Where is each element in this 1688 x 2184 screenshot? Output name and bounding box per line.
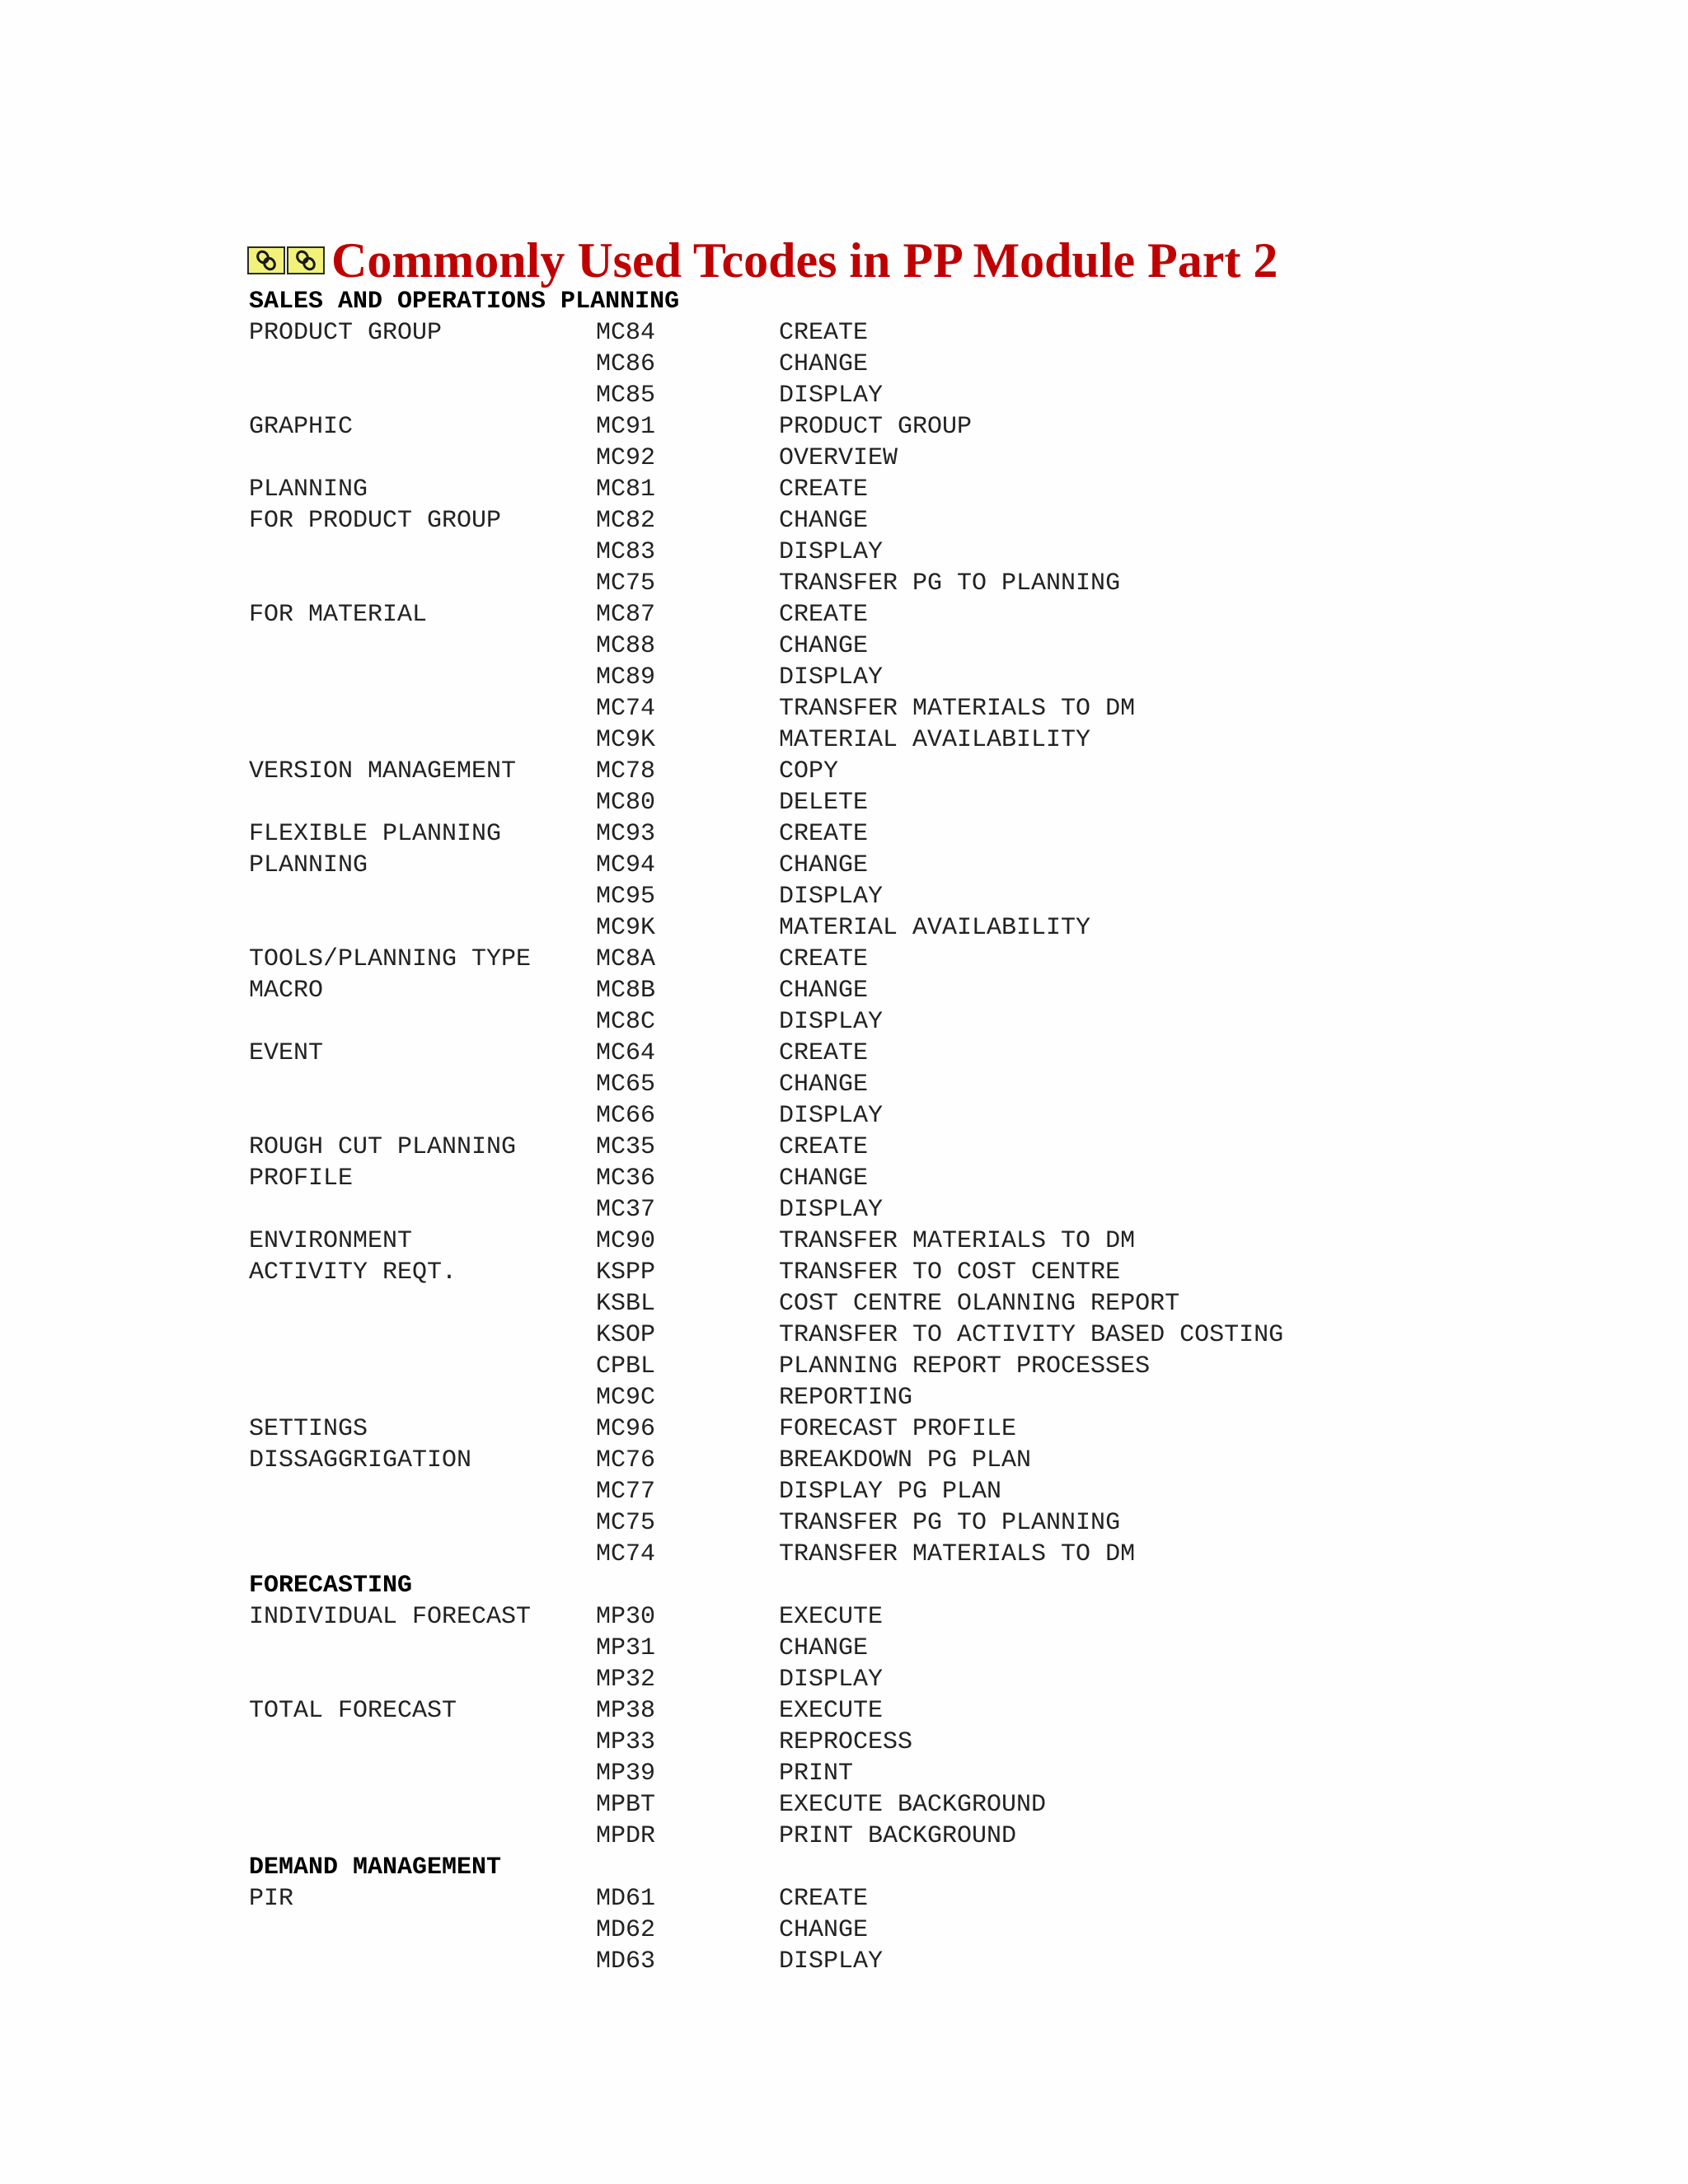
- action-cell: EXECUTE: [779, 1603, 884, 1631]
- action-cell: CREATE: [779, 1039, 869, 1067]
- action-cell: PLANNING REPORT PROCESSES: [779, 1352, 1151, 1380]
- tcode-cell: MC75: [596, 1509, 656, 1537]
- tcode-cell: MC75: [596, 569, 656, 598]
- action-cell: CHANGE: [779, 1634, 869, 1662]
- tcode-cell: MC9K: [596, 726, 656, 754]
- action-cell: MATERIAL AVAILABILITY: [779, 726, 1091, 754]
- action-cell: CREATE: [779, 945, 869, 973]
- action-cell: DISPLAY PG PLAN: [779, 1478, 1002, 1506]
- area-cell: TOTAL FORECAST: [249, 1697, 457, 1725]
- action-cell: TRANSFER TO ACTIVITY BASED COSTING: [779, 1321, 1284, 1349]
- action-cell: CHANGE: [779, 1071, 869, 1099]
- tcode-cell: MP32: [596, 1666, 656, 1694]
- action-cell: PRODUCT GROUP: [779, 413, 973, 441]
- tcode-cell: MC8B: [596, 977, 656, 1005]
- section-heading-text: FORECASTING: [249, 1572, 413, 1600]
- tcode-cell: MC77: [596, 1478, 656, 1506]
- action-cell: DISPLAY: [779, 1947, 884, 1975]
- tcode-cell: MC96: [596, 1415, 656, 1443]
- action-cell: OVERVIEW: [779, 444, 898, 472]
- chain-link-icon: [287, 246, 325, 274]
- area-cell: VERSION MANAGEMENT: [249, 757, 517, 785]
- area-cell: DISSAGGRIGATION: [249, 1446, 472, 1474]
- title-row: [247, 231, 1278, 290]
- page-title: Commonly Used Tcodes in PP Module Part 2: [331, 232, 1278, 288]
- tcode-cell: MC35: [596, 1133, 656, 1161]
- tcode-cell: MC93: [596, 820, 656, 848]
- tcode-cell: MPDR: [596, 1822, 656, 1850]
- tcode-cell: MC88: [596, 632, 656, 660]
- area-cell: FOR MATERIAL: [249, 601, 428, 629]
- action-cell: FORECAST PROFILE: [779, 1415, 1017, 1443]
- area-cell: PLANNING: [249, 476, 368, 504]
- area-cell: GRAPHIC: [249, 413, 354, 441]
- action-cell: EXECUTE BACKGROUND: [779, 1791, 1047, 1819]
- tcode-cell: MC84: [596, 319, 656, 347]
- action-cell: EXECUTE: [779, 1697, 884, 1725]
- tcode-cell: MC8A: [596, 945, 656, 973]
- action-cell: CREATE: [779, 476, 869, 504]
- action-cell: DISPLAY: [779, 1102, 884, 1130]
- tcode-cell: MC74: [596, 1540, 656, 1568]
- section-heading-text: DEMAND MANAGEMENT: [249, 1854, 502, 1882]
- action-cell: TRANSFER TO COST CENTRE: [779, 1258, 1121, 1286]
- action-cell: CHANGE: [779, 977, 869, 1005]
- action-cell: TRANSFER MATERIALS TO DM: [779, 1227, 1136, 1255]
- action-cell: REPROCESS: [779, 1728, 913, 1756]
- area-cell: ROUGH CUT PLANNING: [249, 1133, 517, 1161]
- tcode-cell: KSBL: [596, 1290, 656, 1318]
- action-cell: DELETE: [779, 789, 869, 817]
- tcode-cell: MC94: [596, 851, 656, 879]
- tcode-cell: MD61: [596, 1885, 656, 1913]
- action-cell: DISPLAY: [779, 382, 884, 410]
- action-cell: CREATE: [779, 1133, 869, 1161]
- tcode-cell: MC9K: [596, 914, 656, 942]
- area-cell: PROFILE: [249, 1165, 354, 1193]
- tcode-cell: MP38: [596, 1697, 656, 1725]
- tcode-cell: MC74: [596, 695, 656, 723]
- action-cell: TRANSFER PG TO PLANNING: [779, 569, 1121, 598]
- tcode-cell: MP31: [596, 1634, 656, 1662]
- tcode-cell: MC36: [596, 1165, 656, 1193]
- tcode-cell: CPBL: [596, 1352, 656, 1380]
- action-cell: DISPLAY: [779, 663, 884, 691]
- action-cell: TRANSFER MATERIALS TO DM: [779, 695, 1136, 723]
- tcode-cell: KSOP: [596, 1321, 656, 1349]
- action-cell: CHANGE: [779, 507, 869, 535]
- area-cell: EVENT: [249, 1039, 324, 1067]
- area-cell: PLANNING: [249, 851, 368, 879]
- tcode-cell: MC92: [596, 444, 656, 472]
- action-cell: CREATE: [779, 820, 869, 848]
- area-cell: FOR PRODUCT GROUP: [249, 507, 502, 535]
- tcode-cell: MC91: [596, 413, 656, 441]
- tcode-cell: MC65: [596, 1071, 656, 1099]
- tcode-cell: MC89: [596, 663, 656, 691]
- tcode-cell: MP30: [596, 1603, 656, 1631]
- action-cell: DISPLAY: [779, 883, 884, 911]
- area-cell: FLEXIBLE PLANNING: [249, 820, 502, 848]
- action-cell: CHANGE: [779, 1916, 869, 1944]
- tcode-cell: MC82: [596, 507, 656, 535]
- tcode-cell: MC9C: [596, 1384, 656, 1412]
- tcode-cell: MC66: [596, 1102, 656, 1130]
- action-cell: DISPLAY: [779, 538, 884, 566]
- tcode-cell: MC81: [596, 476, 656, 504]
- tcode-cell: MC80: [596, 789, 656, 817]
- tcode-cell: KSPP: [596, 1258, 656, 1286]
- action-cell: DISPLAY: [779, 1666, 884, 1694]
- area-cell: PIR: [249, 1885, 294, 1913]
- area-cell: MACRO: [249, 977, 324, 1005]
- action-cell: CHANGE: [779, 1165, 869, 1193]
- action-cell: PRINT BACKGROUND: [779, 1822, 1017, 1850]
- tcode-cell: MC78: [596, 757, 656, 785]
- area-cell: INDIVIDUAL FORECAST: [249, 1603, 532, 1631]
- tcode-cell: MC76: [596, 1446, 656, 1474]
- action-cell: COPY: [779, 757, 839, 785]
- action-cell: REPORTING: [779, 1384, 913, 1412]
- tcode-cell: MD62: [596, 1916, 656, 1944]
- action-cell: PRINT: [779, 1760, 854, 1788]
- tcode-cell: MPBT: [596, 1791, 656, 1819]
- chain-link-icon: [247, 246, 285, 274]
- tcode-cell: MC95: [596, 883, 656, 911]
- action-cell: DISPLAY: [779, 1008, 884, 1036]
- tcode-cell: MP39: [596, 1760, 656, 1788]
- section-heading-text: SALES AND OPERATIONS PLANNING: [249, 288, 680, 316]
- action-cell: CHANGE: [779, 851, 869, 879]
- tcode-cell: MP33: [596, 1728, 656, 1756]
- action-cell: CREATE: [779, 319, 869, 347]
- tcode-cell: MC86: [596, 350, 656, 378]
- tcode-cell: MC90: [596, 1227, 656, 1255]
- action-cell: TRANSFER PG TO PLANNING: [779, 1509, 1121, 1537]
- area-cell: TOOLS/PLANNING TYPE: [249, 945, 532, 973]
- action-cell: CREATE: [779, 1885, 869, 1913]
- action-cell: COST CENTRE OLANNING REPORT: [779, 1290, 1180, 1318]
- action-cell: BREAKDOWN PG PLAN: [779, 1446, 1032, 1474]
- tcode-cell: MC37: [596, 1196, 656, 1224]
- action-cell: CREATE: [779, 601, 869, 629]
- action-cell: TRANSFER MATERIALS TO DM: [779, 1540, 1136, 1568]
- tcode-cell: MC87: [596, 601, 656, 629]
- tcode-cell: MC83: [596, 538, 656, 566]
- action-cell: MATERIAL AVAILABILITY: [779, 914, 1091, 942]
- area-cell: ENVIRONMENT: [249, 1227, 413, 1255]
- area-cell: PRODUCT GROUP: [249, 319, 443, 347]
- tcode-cell: MC85: [596, 382, 656, 410]
- tcode-cell: MC64: [596, 1039, 656, 1067]
- action-cell: CHANGE: [779, 350, 869, 378]
- tcode-cell: MD63: [596, 1947, 656, 1975]
- tcode-cell: MC8C: [596, 1008, 656, 1036]
- area-cell: SETTINGS: [249, 1415, 368, 1443]
- action-cell: CHANGE: [779, 632, 869, 660]
- action-cell: DISPLAY: [779, 1196, 884, 1224]
- area-cell: ACTIVITY REQT.: [249, 1258, 457, 1286]
